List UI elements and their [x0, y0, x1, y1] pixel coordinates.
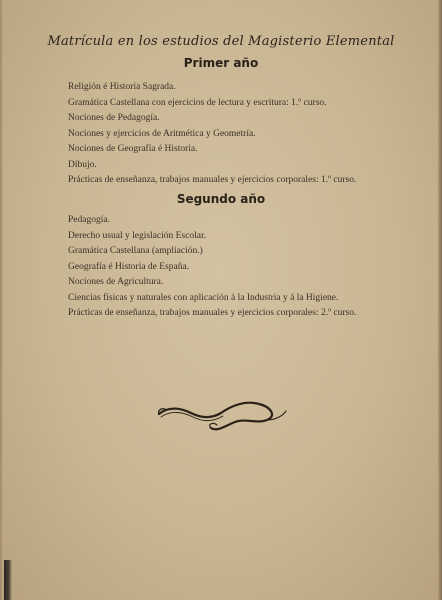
list-item: Ciencias físicas y naturales con aplicación á la Industria y á la Higiene. — [68, 292, 339, 303]
page-heading: Matrícula en los estudios del Magisterio Elemental — [47, 34, 395, 49]
binding-clip — [4, 560, 12, 600]
list-item: Nociones de Pedagogía. — [68, 113, 160, 123]
list-item: Gramática Castellana con ejercicios de lectura y escritura: 1.º curso. — [68, 97, 327, 108]
list-item: Religión é Historia Sagrada. — [68, 82, 176, 92]
subject-list-segundo-ano — [68, 213, 356, 322]
list-item: Prácticas de enseñanza, trabajos manuales y ejercicios corporales: 1.º curso. — [68, 175, 357, 185]
list-item: Dibujo. — [68, 159, 97, 170]
list-item: Geografía é Historia de España. — [68, 261, 190, 272]
section-title-primer-ano: Primer año — [183, 56, 259, 70]
section-title-segundo-ano: Segundo año — [176, 192, 266, 206]
list-item: Pedagogía. — [68, 215, 110, 225]
page-edge-right — [438, 0, 442, 600]
list-item: Derecho usual y legislación Escolar. — [68, 230, 206, 241]
list-item: Nociones de Geografía é Historia. — [68, 144, 198, 154]
list-item: Gramática Castellana (ampliación.) — [68, 246, 203, 256]
list-item: Nociones de Agricultura. — [68, 277, 164, 287]
list-item: Prácticas de enseñanza, trabajos manuales y ejercicios corporales: 2.º curso. — [68, 308, 357, 318]
subject-list-primer-ano — [68, 80, 356, 189]
page-edge-left — [0, 0, 3, 600]
list-item: Nociones y ejercicios de Aritmética y Geometría. — [68, 128, 256, 139]
serpentine-flourish-icon — [155, 394, 290, 436]
